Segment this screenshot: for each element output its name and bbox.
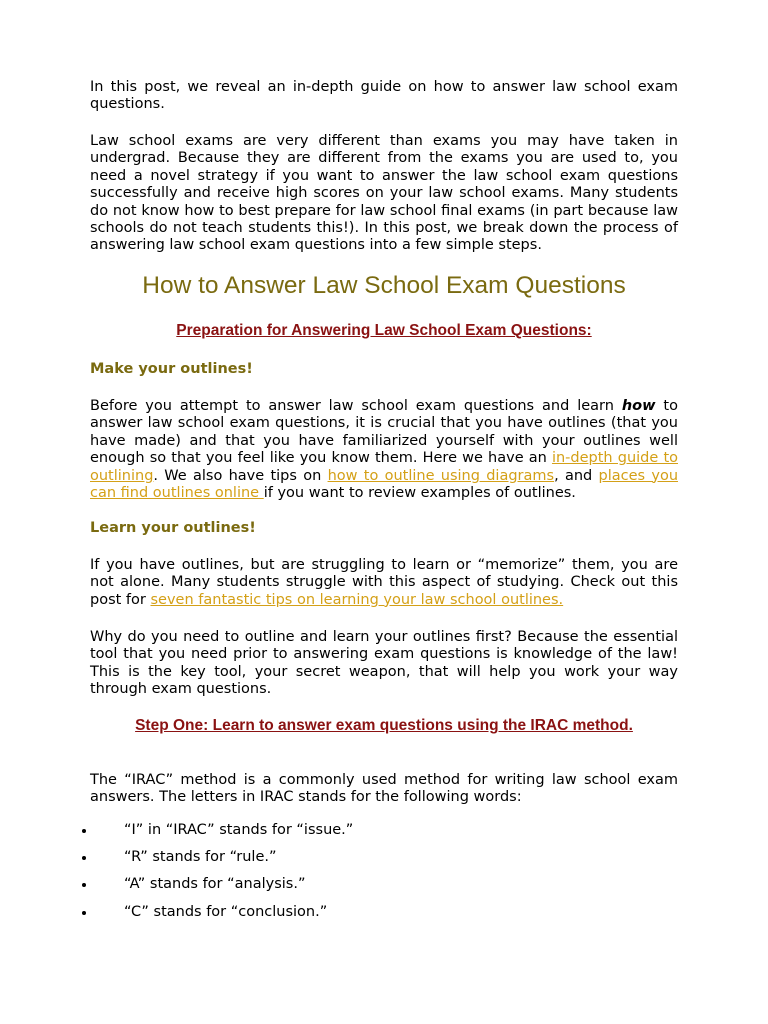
preparation-heading: Preparation for Answering Law School Exam Questions:: [176, 322, 592, 339]
step-one-heading: Step One: Learn to answer exam questions using the IRAC method.: [135, 717, 633, 734]
text-segment: , and: [554, 467, 599, 484]
list-item-text: “I” in “IRAC” stands for “issue.”: [124, 822, 354, 838]
bullet-icon: [82, 911, 86, 915]
list-item: [82, 822, 682, 849]
intro-paragraph: In this post, we reveal an in-depth guide on how to answer law school exam questions.: [90, 79, 678, 113]
text-segment: Before you attempt to answer law school exam questions and learn: [90, 398, 622, 414]
make-outlines-paragraph: [90, 398, 678, 502]
list-item: [82, 849, 682, 876]
learn-outlines-heading: Learn your outlines!: [90, 520, 256, 536]
text-segment: to answer law school exam questions, it is crucial that you have outlines (that you have made) and that you have familiarized yourself with your outlines well enough so that you feel like you know them. Here we have an: [90, 398, 678, 467]
bullet-icon: [82, 856, 86, 860]
link-outlining-guide[interactable]: in-depth guide to outlining: [90, 450, 678, 484]
bullet-icon: [82, 829, 86, 833]
why-paragraph: Why do you need to outline and learn your outlines first? Because the essential tool that you need prior to answering exam questions is knowledge of the law! This is the key tool, your secret weapon, that will help you work your way through exam questions.: [90, 629, 678, 698]
list-item: [82, 904, 682, 931]
list-item-text: “C” stands for “conclusion.”: [124, 903, 328, 920]
list-item-text: “R” stands for “rule.”: [124, 849, 277, 866]
irac-paragraph: The “IRAC” method is a commonly used method for writing law school exam answers. The letters in IRAC stands for the following words:: [90, 772, 678, 806]
bullet-icon: [82, 883, 86, 887]
learn-outlines-paragraph: [90, 557, 678, 609]
link-learning-tips[interactable]: seven fantastic tips on learning your law school outlines.: [150, 591, 564, 608]
text-segment: . We also have tips on: [153, 467, 328, 484]
link-outlines-online[interactable]: places you can find outlines online: [90, 467, 679, 502]
make-outlines-heading: Make your outlines!: [90, 361, 253, 377]
page-title: How to Answer Law School Exam Questions: [142, 272, 626, 299]
text-segment: if you want to review examples of outlines.: [263, 485, 576, 502]
irac-bullet-list: [82, 822, 682, 931]
list-item: [82, 876, 682, 903]
text-segment: If you have outlines, but are struggling to learn or “memorize” them, you are not alone. Many students struggle with this aspect of studying. Check out this post for: [90, 557, 678, 608]
emphasis-how: how: [621, 398, 656, 414]
intro-body-paragraph: Law school exams are very different than exams you may have taken in undergrad. Because they are different from the exams you are used to, you need a novel strategy if you want to answer the law school exam questions successfully and receive high scores on your law school exams. Many students do not know how to best prepare for law school final exams (in part because law schools do not teach students this!). In this post, we break down the process of answering law school exam questions into a few simple steps.: [90, 133, 678, 254]
link-outline-diagrams[interactable]: how to outline using diagrams: [327, 467, 555, 484]
list-item-text: “A” stands for “analysis.”: [124, 876, 306, 893]
